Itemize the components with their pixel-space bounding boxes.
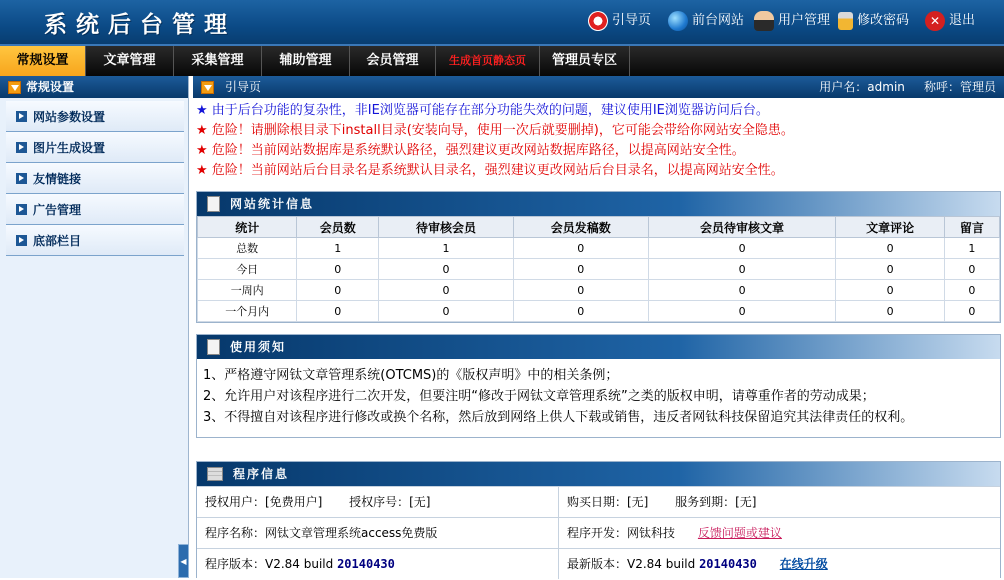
usage-title: 使用须知 (230, 340, 287, 354)
link-change-password[interactable] (838, 10, 909, 32)
program-name-text: 程序名称：网钛文章管理系统access免费版 (205, 526, 438, 540)
program-cell (559, 487, 1000, 517)
sidebar-item-friend-links[interactable] (6, 163, 184, 194)
sidebar-title: 常规设置 (26, 80, 75, 94)
nav-auxiliary-management[interactable]: 辅助管理 (262, 46, 350, 76)
nav-member-management[interactable]: 会员管理 (350, 46, 436, 76)
top-header (0, 0, 1004, 44)
sidebar-item-label: 广告管理 (33, 202, 82, 217)
column-header: 会员数 (297, 217, 379, 238)
table-header-row (198, 217, 1000, 238)
arrow-right-icon (16, 204, 27, 215)
table-cell: 1 (379, 238, 514, 259)
stats-table (197, 216, 1000, 322)
auth-user-text: 授权用户：[免费用户] (205, 495, 323, 509)
link-frontend-site[interactable] (668, 10, 744, 32)
link-guide[interactable] (588, 10, 651, 32)
table-cell: 一个月内 (198, 301, 297, 322)
table-cell: 1 (297, 238, 379, 259)
lifebuoy-icon (588, 11, 608, 31)
nickname-text: 称呼：管理员 (923, 80, 996, 94)
sidebar-item-image-settings[interactable] (6, 132, 184, 163)
notice-text: 由于后台功能的复杂性，非IE浏览器可能存在部分功能失效的问题，建议使用IE浏览器访问后台。 (211, 103, 769, 118)
table-cell: 0 (513, 280, 648, 301)
buy-date-text: 购买日期：[无] (567, 495, 649, 509)
nav-admin-area[interactable]: 管理员专区 (540, 46, 630, 76)
latest-version-build: 20140430 (699, 557, 757, 571)
arrow-right-icon (16, 111, 27, 122)
program-row (197, 486, 1000, 517)
notice-install-dir: ★ 危险！请删除根目录下install目录(安装向导，使用一次后就要删掉)，它可能会带给你网站安全隐患。 (196, 123, 794, 138)
link-guide-label: 引导页 (612, 13, 652, 28)
table-cell: 0 (944, 301, 999, 322)
table-cell: 0 (297, 259, 379, 280)
notice-admin-dir: ★ 危险！当前网站后台目录名是系统默认目录名，强烈建议更改网站后台目录名，以提高网站安全性。 (196, 163, 784, 178)
page-title-bar (193, 76, 1004, 98)
notice-browser: ★ 由于后台功能的复杂性，非IE浏览器可能存在部分功能失效的问题，建议使用IE浏览器访问后台。 (196, 103, 769, 118)
program-cell (559, 549, 1000, 579)
link-frontend-label: 前台网站 (692, 13, 745, 28)
stats-panel (196, 191, 1001, 323)
version-label: 程序版本：V2.84 build (205, 557, 338, 571)
auth-no-text: 授权序号：[无] (349, 495, 431, 509)
column-header: 文章评论 (836, 217, 944, 238)
table-cell: 今日 (198, 259, 297, 280)
notice-db-path: ★ 危险！当前网站数据库是系统默认路径，强烈建议更改网站数据库路径，以提高网站安全性。 (196, 143, 745, 158)
program-dev-text: 程序开发：网钛科技 (567, 526, 676, 540)
table-row (198, 238, 1000, 259)
table-cell: 0 (513, 259, 648, 280)
table-cell: 0 (297, 301, 379, 322)
nav-article-management[interactable]: 文章管理 (86, 46, 174, 76)
service-end-text: 服务到期：[无] (675, 495, 757, 509)
page-title: 引导页 (225, 80, 262, 94)
app-title: 系统后台管理 (44, 12, 236, 38)
link-user-label: 用户管理 (778, 13, 831, 28)
sidebar-header (0, 76, 188, 98)
usage-rule: 3、不得擅自对该程序进行修改或换个名称，然后放到网络上供人下载或销售，违反者网钛科技保留追究其法律责任的权利。 (203, 410, 914, 425)
usage-rule: 1、严格遵守网钛文章管理系统(OTCMS)的《版权声明》中的相关条例； (203, 368, 619, 383)
link-logout-label: 退出 (949, 13, 976, 28)
document-icon (207, 339, 220, 355)
down-arrow-icon (201, 81, 214, 94)
sidebar-item-footer[interactable] (6, 225, 184, 256)
table-cell: 0 (297, 280, 379, 301)
table-cell: 0 (379, 259, 514, 280)
arrow-right-icon (16, 142, 27, 153)
server-icon (207, 467, 223, 481)
table-cell: 0 (648, 301, 836, 322)
notice-text: 危险！当前网站后台目录名是系统默认目录名，强烈建议更改网站后台目录名，以提高网站安全性。 (211, 163, 784, 178)
sidebar-item-label: 友情链接 (33, 171, 82, 186)
column-header: 待审核会员 (379, 217, 514, 238)
sidebar-item-label: 图片生成设置 (33, 140, 106, 155)
nav-collection-management[interactable]: 采集管理 (174, 46, 262, 76)
program-row (197, 517, 1000, 548)
program-title: 程序信息 (233, 467, 290, 481)
table-cell: 0 (379, 280, 514, 301)
column-header: 会员发稿数 (513, 217, 648, 238)
table-cell: 1 (944, 238, 999, 259)
usage-rule: 2、允许用户对该程序进行二次开发，但要注明“修改于网钛文章管理系统”之类的版权申明，请尊重作者的劳动成果； (203, 389, 875, 404)
link-logout[interactable] (925, 10, 975, 32)
sidebar-item-ads[interactable] (6, 194, 184, 225)
link-user-management[interactable] (754, 10, 830, 32)
table-cell: 0 (836, 280, 944, 301)
arrow-right-icon (16, 173, 27, 184)
globe-icon (668, 11, 688, 31)
user-icon (754, 11, 774, 31)
table-cell: 0 (944, 259, 999, 280)
lock-icon (838, 12, 853, 30)
nav-generate-static[interactable]: 生成首页静态页 (436, 46, 540, 76)
table-row (198, 301, 1000, 322)
column-header: 会员待审核文章 (648, 217, 836, 238)
sidebar-collapse-handle[interactable]: ◀ (178, 544, 189, 578)
program-header (197, 462, 1000, 486)
nav-general-settings[interactable]: 常规设置 (0, 46, 86, 76)
column-header: 统计 (198, 217, 297, 238)
program-cell (197, 487, 559, 517)
table-cell: 0 (836, 238, 944, 259)
program-row (197, 548, 1000, 579)
stats-title: 网站统计信息 (230, 197, 315, 211)
table-cell: 0 (648, 259, 836, 280)
document-icon (207, 196, 220, 212)
sidebar (0, 76, 189, 578)
table-row (198, 280, 1000, 301)
latest-version-label: 最新版本：V2.84 build (567, 557, 700, 571)
usage-panel (196, 334, 1001, 438)
program-panel (196, 461, 1001, 578)
sidebar-item-label: 底部栏目 (33, 233, 82, 248)
username-text: 用户名：admin (819, 80, 905, 94)
usage-header (197, 335, 1000, 359)
table-cell: 0 (648, 238, 836, 259)
table-row (198, 259, 1000, 280)
program-cell (197, 549, 559, 579)
sidebar-item-label: 网站参数设置 (33, 109, 106, 124)
notice-text: 危险！当前网站数据库是系统默认路径，强烈建议更改网站数据库路径，以提高网站安全性。 (211, 143, 745, 158)
table-cell: 0 (944, 280, 999, 301)
arrow-right-icon (16, 235, 27, 246)
down-arrow-icon (8, 81, 21, 94)
table-cell: 0 (836, 301, 944, 322)
notice-text: 危险！请删除根目录下install目录(安装向导，使用一次后就要删掉)，它可能会带给你网站安全隐患。 (211, 123, 794, 138)
version-build: 20140430 (337, 557, 395, 571)
sidebar-item-site-params[interactable] (6, 101, 184, 132)
column-header: 留言 (944, 217, 999, 238)
user-info (819, 76, 996, 98)
table-cell: 0 (513, 238, 648, 259)
stats-header (197, 192, 1000, 216)
feedback-link[interactable]: 反馈问题或建议 (697, 526, 782, 540)
link-password-label: 修改密码 (857, 13, 910, 28)
table-cell: 0 (513, 301, 648, 322)
table-cell: 0 (836, 259, 944, 280)
main-content (193, 76, 1004, 578)
main-nav (0, 44, 1004, 76)
table-cell: 0 (648, 280, 836, 301)
online-upgrade-link[interactable]: 在线升级 (779, 557, 828, 571)
program-cell (559, 518, 1000, 548)
table-cell: 一周内 (198, 280, 297, 301)
table-cell: 0 (379, 301, 514, 322)
program-cell (197, 518, 559, 548)
exit-icon: ✕ (925, 11, 945, 31)
table-cell: 总数 (198, 238, 297, 259)
